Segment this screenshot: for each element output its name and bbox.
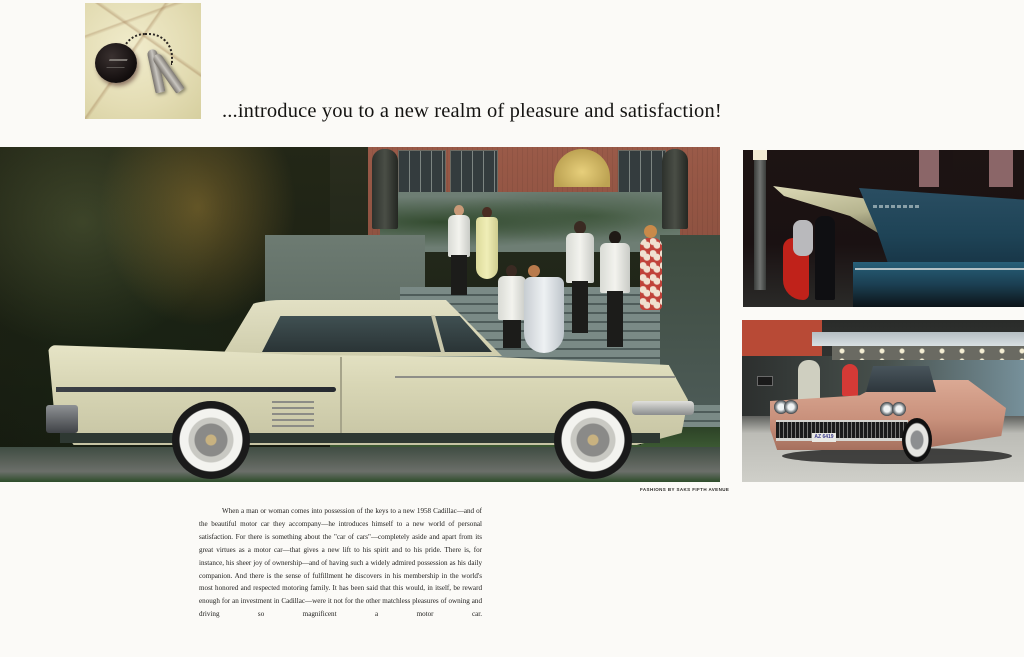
whitewall-wheel-icon	[172, 401, 250, 479]
keys-photo	[85, 3, 201, 119]
woman-stole	[793, 220, 813, 256]
car-shadow	[782, 448, 1012, 464]
car-bumper-front	[632, 401, 694, 415]
bottom-right-photo	[742, 320, 1024, 482]
car-chrome-trim	[395, 376, 675, 378]
whitewall-wheel-icon	[902, 418, 932, 462]
window	[450, 150, 498, 196]
body-paragraph: When a man or woman comes into possession of the keys to a new 1958 Cadillac—and of the beautiful motor car they accompany—he introduces himself to a new world of personal satisfaction. For there is something about the "car of cars"—completely aside and apart from its great virtues as a motor car—that gives a new lift to his spirit and to his pride. There is, for instance, his sheer joy of ownership—and of having such a widely admired possession as his daily companion. And there is the sense of fulfillment he discovers in his membership in the world's most honored and respected motoring family. It has been said that this would, in itself, be reward enough for an investment in Cadillac—were it not for the other matchless pleasures of owning and driving so magnificent a motor car.	[199, 507, 482, 619]
street-lamp	[754, 150, 766, 290]
headlight-icon	[892, 402, 906, 416]
main-photo	[0, 147, 720, 482]
canopy-lights	[832, 346, 1024, 360]
body-copy	[199, 505, 482, 621]
woman-yellow-dress	[474, 207, 500, 291]
car-tail-fin	[859, 188, 1024, 268]
woman-with-hat	[798, 360, 820, 404]
car-windshield	[866, 366, 936, 392]
photo-credit: FASHIONS BY SAKS FIFTH AVENUE	[640, 487, 730, 492]
car-grille	[776, 420, 908, 441]
red-wall	[742, 320, 822, 356]
car-windows	[262, 316, 492, 352]
car-side-stripe	[56, 387, 336, 392]
car-door-seam	[340, 357, 342, 433]
canopy	[812, 332, 1024, 346]
store-sign	[757, 376, 773, 386]
man-tuxedo	[815, 216, 835, 300]
window	[939, 150, 953, 187]
man-white-jacket	[448, 205, 470, 295]
car-chrome-trim	[855, 268, 1024, 270]
headlight-icon	[784, 400, 798, 414]
whitewall-wheel-icon	[554, 401, 632, 479]
woman-red-floral-dress	[636, 225, 666, 335]
window	[618, 150, 666, 196]
man-white-jacket-back	[600, 231, 630, 347]
license-plate: AZ 6419	[812, 433, 836, 442]
top-right-photo	[743, 150, 1024, 307]
statue-right	[662, 149, 688, 229]
headline: ...introduce you to a new realm of pleasure and satisfaction!	[222, 100, 722, 122]
woman-red-top	[842, 364, 858, 396]
statue-left	[372, 149, 398, 229]
lamp-light	[753, 150, 767, 160]
car-bumper-rear	[46, 405, 78, 433]
woman-white-gown	[522, 265, 566, 353]
car-fender-vents	[272, 401, 314, 427]
man-white-jacket-standing	[566, 221, 594, 333]
key-fob	[95, 43, 137, 83]
window	[398, 150, 446, 196]
ivy-terrace	[380, 192, 680, 252]
window	[989, 150, 1013, 187]
cadillac-script	[873, 205, 919, 208]
cadillac-emblem-icon	[106, 59, 127, 68]
